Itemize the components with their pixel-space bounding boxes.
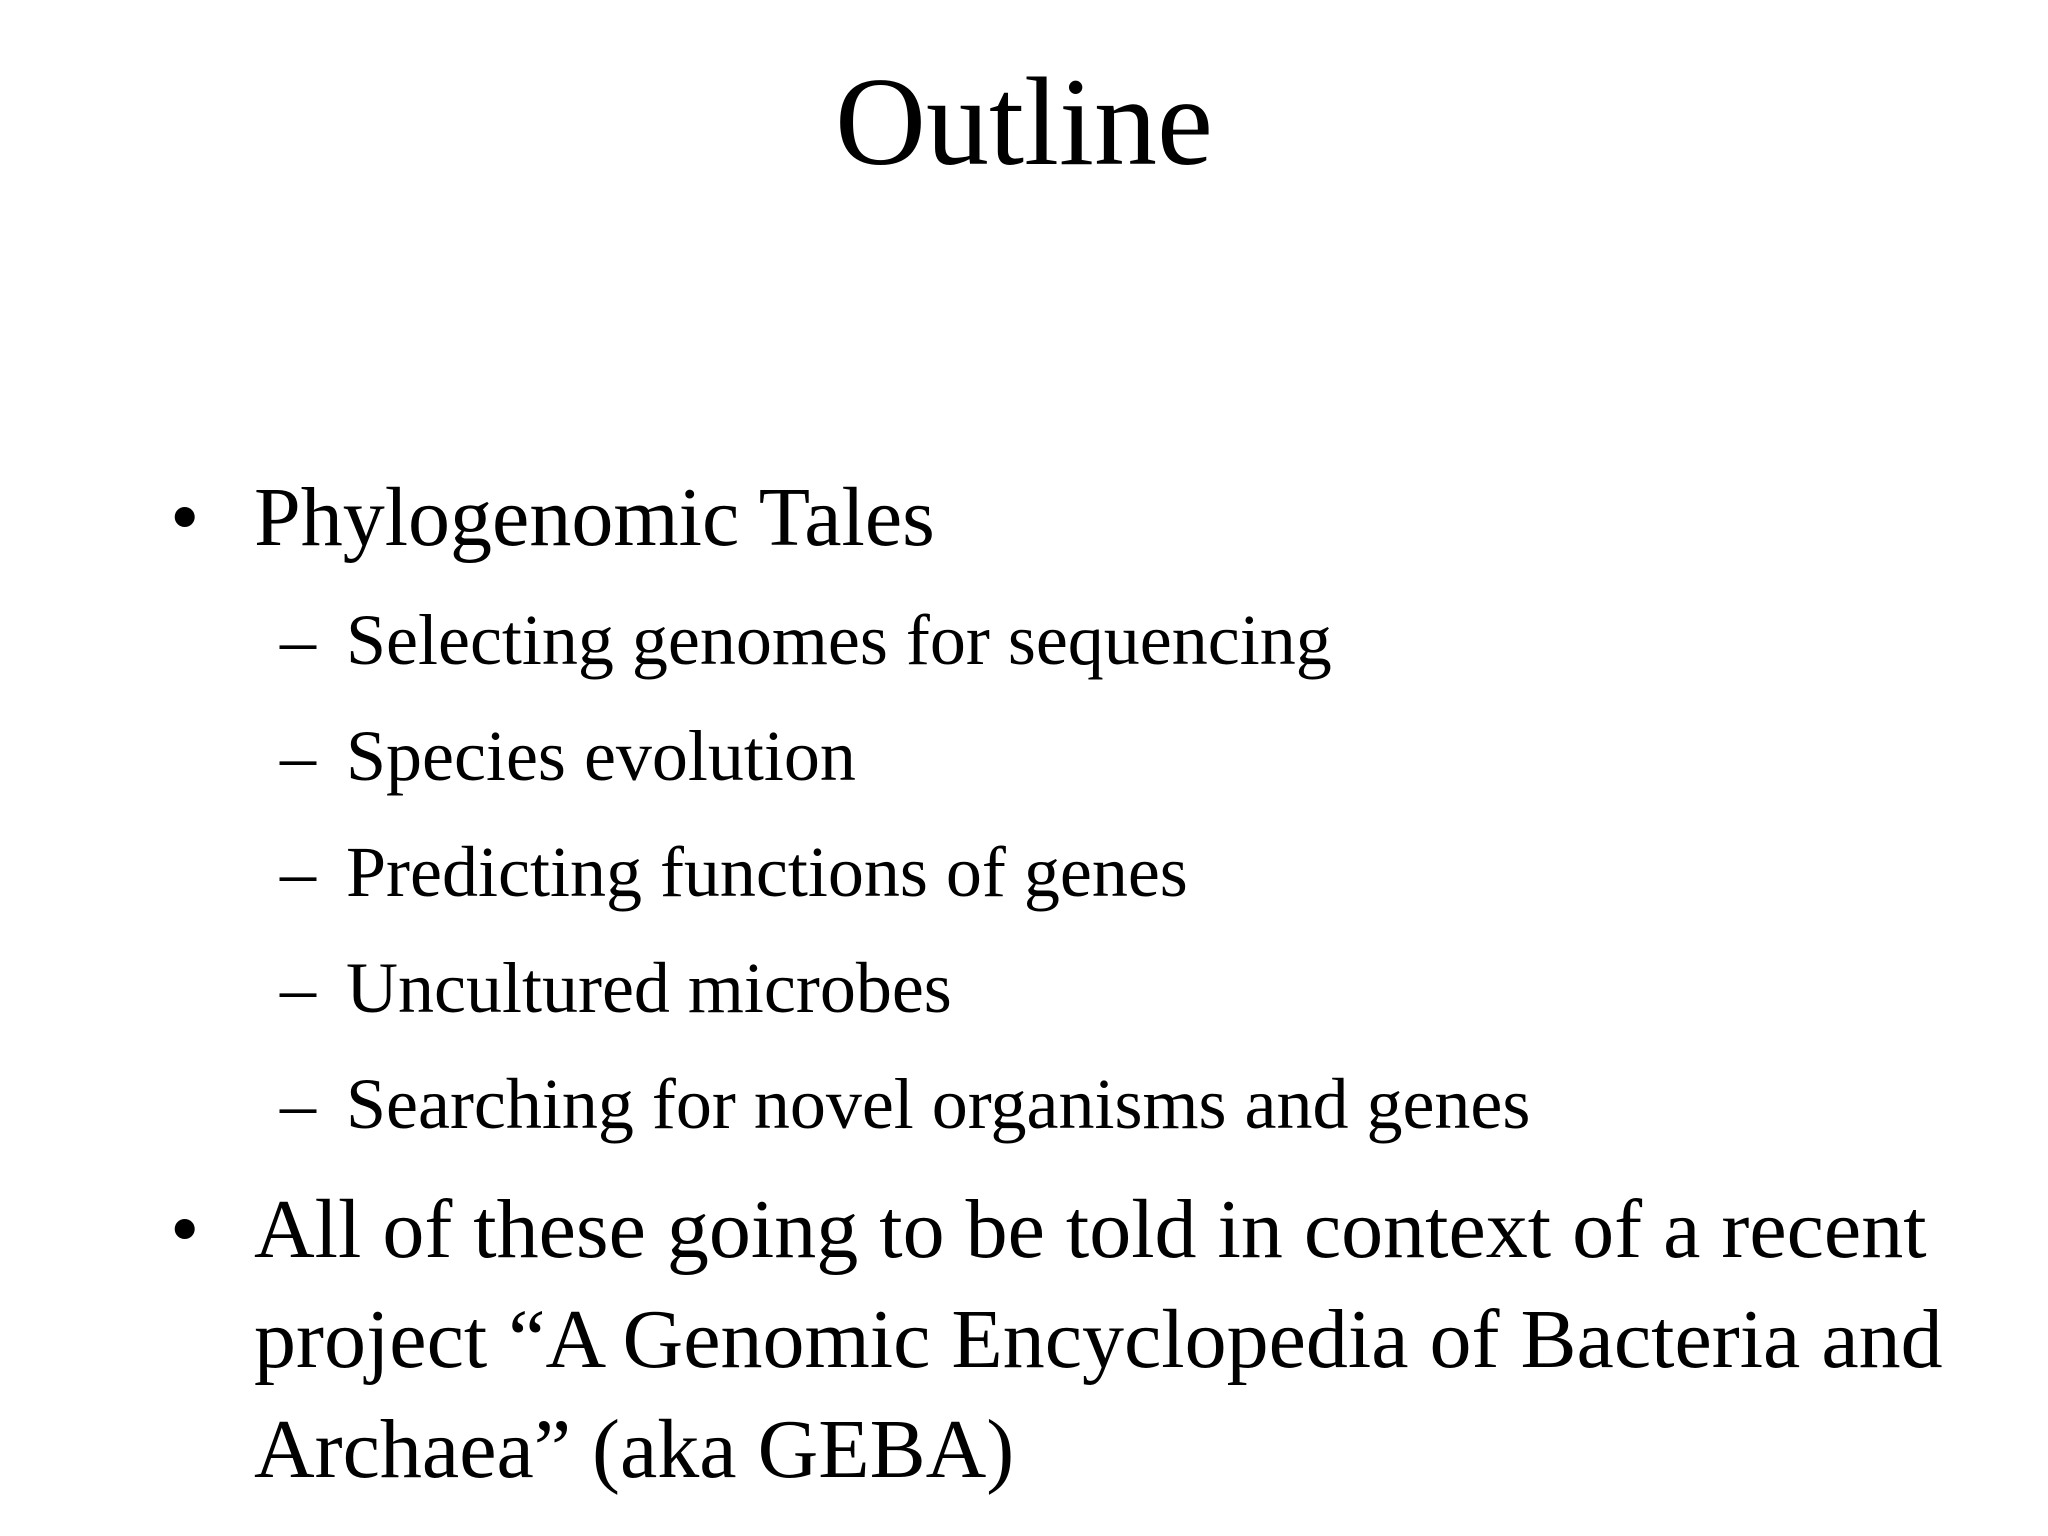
subitem-uncultured-microbes (280, 943, 952, 1033)
subitem-dash: – (280, 832, 316, 912)
subitem-dash: – (280, 1064, 316, 1144)
subitem-dash: – (280, 600, 316, 680)
subitem-dash: – (280, 716, 316, 796)
subitem-dash: – (280, 948, 316, 1028)
bullet-text: Phylogenomic Tales (254, 471, 935, 564)
subitem-text: Uncultured microbes (346, 948, 952, 1028)
bullet-text: All of these going to be told in context of a recent project “A Genomic Encyclopedia of Bacteria and Archaea” (aka GEBA) (254, 1183, 1943, 1496)
bullet-marker: • (170, 1183, 200, 1276)
subitem-text: Species evolution (346, 716, 856, 796)
subitem-text: Searching for novel organisms and genes (346, 1064, 1531, 1144)
subitem-text: Predicting functions of genes (346, 832, 1188, 912)
subitem-searching-novel (280, 1059, 1530, 1149)
subitem-text: Selecting genomes for sequencing (346, 600, 1332, 680)
slide-title: Outline (835, 53, 1213, 192)
bullet-marker: • (170, 471, 200, 564)
subitem-predicting-functions (280, 827, 1188, 917)
subitem-selecting-genomes (280, 595, 1332, 685)
subitem-species-evolution (280, 711, 856, 801)
